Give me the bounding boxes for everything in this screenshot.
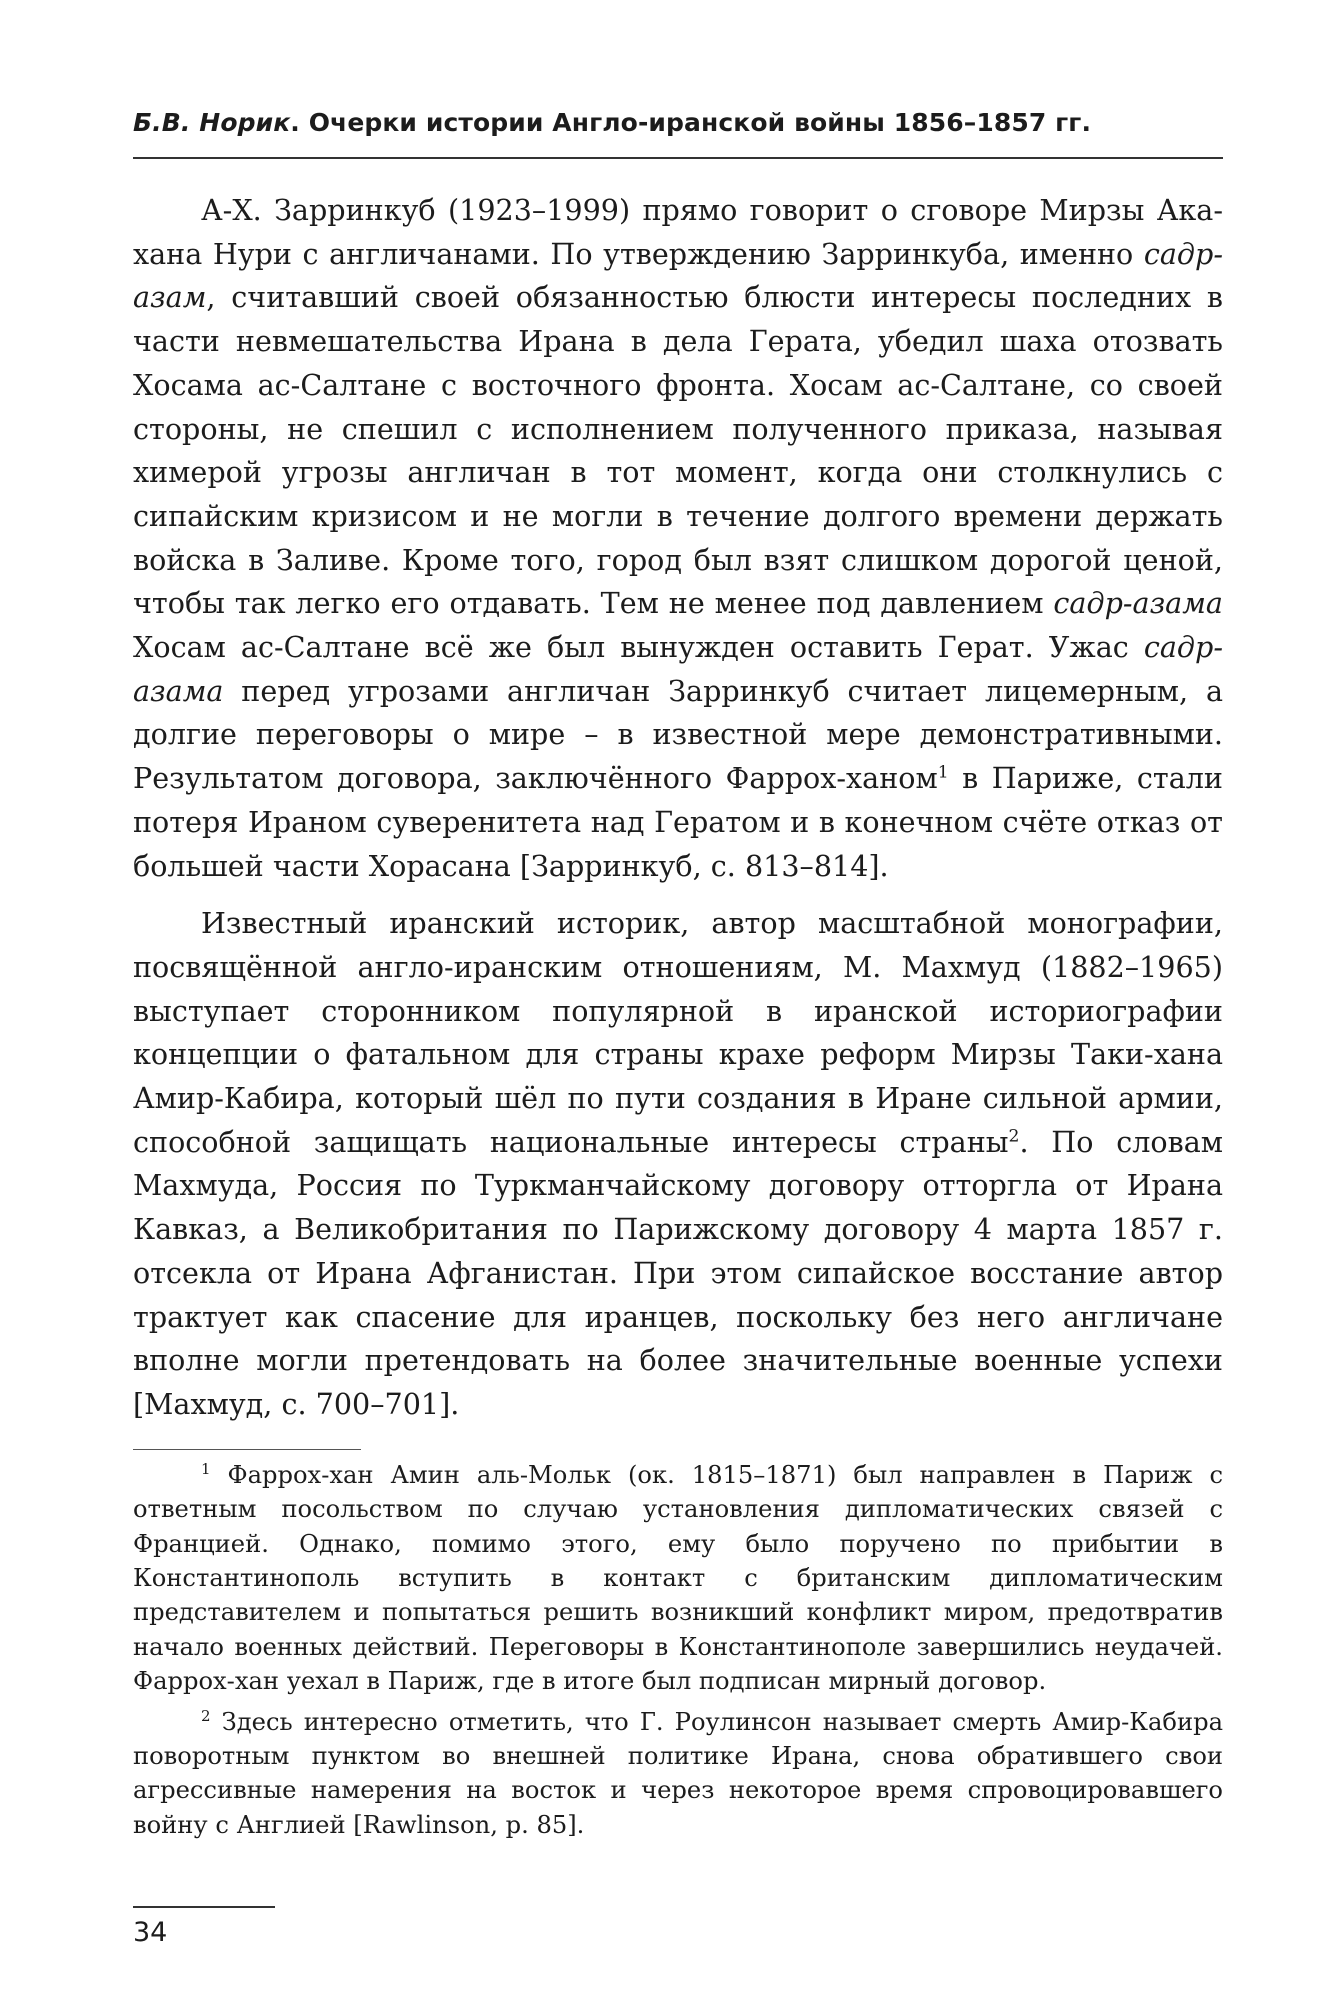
page-content: [133, 108, 1223, 1842]
paragraph-1-part-d: перед угрозами англичан Зарринкуб считает лицемерным, а долгие переговоры о мире – в известной мере демонстративными. Результатом договора, заключённого Фаррох-ханом: [133, 673, 1223, 796]
running-header: [133, 108, 1223, 159]
term-sadr-azam-2: садр-азама: [1053, 586, 1223, 621]
paragraph-1-part-a: А-Х. Зарринкуб (1923–1999) прямо говорит о сговоре Мирзы Ака-хана Нури с англичанами. По утверждению Зарринкуба, именно: [133, 193, 1223, 271]
header-author: Б.В. Норик: [133, 108, 291, 137]
term-sadr-azam-1: садр-азам: [133, 236, 1223, 315]
footnote-1: [133, 1458, 1223, 1699]
footnote-2: [133, 1705, 1223, 1843]
paragraph-1: [133, 189, 1223, 888]
term-sadr-azam-3: садр-азама: [133, 630, 1223, 708]
footnote-ref-1[interactable]: 1: [937, 762, 949, 783]
paragraph-2-part-a: Известный иранский историк, автор масштабной монографии, посвящённой англо-иранским отношениям, М. Махмуд (1882–1965) выступает сторонником популярной в иранской историографии концепции о фатальном для страны крахе реформ Мирзы Таки-хана Амир-Кабира, который шёл по пути создания в Иране сильной армии, способной защищать национальные интересы страны: [133, 906, 1223, 1159]
footnote-1-number: 1: [201, 1459, 211, 1478]
footnote-separator: [133, 1449, 361, 1450]
footnote-2-text: Здесь интересно отметить, что Г. Роулинсон называет смерть Амир-Кабира поворотным пунктом во внешней политике Ирана, снова обратившего свои агрессивные намерения на восток и через некоторое время спровоцировавшего войну с Англией [Rawlinson, p. 85].: [133, 1707, 1223, 1839]
main-text: [133, 189, 1223, 1427]
footnote-ref-2[interactable]: 2: [1008, 1126, 1020, 1147]
paragraph-1-part-b: , считавший своей обязанностью блюсти интересы последних в части невмешательства Ирана в дела Герата, убедил шаха отозвать Хосама ас-Салтане с восточного фронта. Хосам ас-Салтане, со своей стороны, не спешил с исполнением полученного приказа, называя химерой угрозы англичан в тот момент, когда они столкнулись с сипайским кризисом и не могли в течение долгого времени держать войска в Заливе. Кроме того, город был взят слишком дорогой ценой, чтобы так легко его отдавать. Тем не менее под давлением: [133, 280, 1223, 621]
paragraph-2-part-b: . По словам Махмуда, Россия по Туркманчайскому договору отторгла от Ирана Кавказ, а Великобритания по Парижскому договору 4 марта 1857 г. отсекла от Ирана Афганистан. При этом сипайское восстание автор трактует как спасение для иранцев, поскольку без него англичане вполне могли претендовать на более значительные военные успехи [Махмуд, с. 700–701].: [133, 1124, 1223, 1421]
page-number: 34: [133, 1917, 168, 1948]
paragraph-1-part-e: в Париже, стали потеря Ираном суверенитета над Гератом и в конечном счёте отказ от большей части Хорасана [Зарринкуб, с. 813–814].: [133, 761, 1223, 883]
page-number-rule: [133, 1906, 275, 1908]
paragraph-1-part-c: Хосам ас-Салтане всё же был вынужден оставить Герат. Ужас: [133, 630, 1144, 665]
footnotes: [133, 1458, 1223, 1842]
header-title: . Очерки истории Англо-иранской войны 1856–1857 гг.: [290, 108, 1092, 137]
footnote-1-text: Фаррох-хан Амин аль-Мольк (ок. 1815–1871) был направлен в Париж с ответным посольством по случаю установления дипломатических связей с Францией. Однако, помимо этого, ему было поручено по прибытии в Константинополь вступить в контакт с британским дипломатическим представителем и попытаться решить возникший конфликт миром, предотвратив начало военных действий. Переговоры в Константинополе завершились неудачей. Фаррох-хан уехал в Париж, где в итоге был подписан мирный договор.: [133, 1460, 1223, 1696]
paragraph-2: [133, 902, 1223, 1426]
footnote-2-number: 2: [201, 1706, 211, 1725]
